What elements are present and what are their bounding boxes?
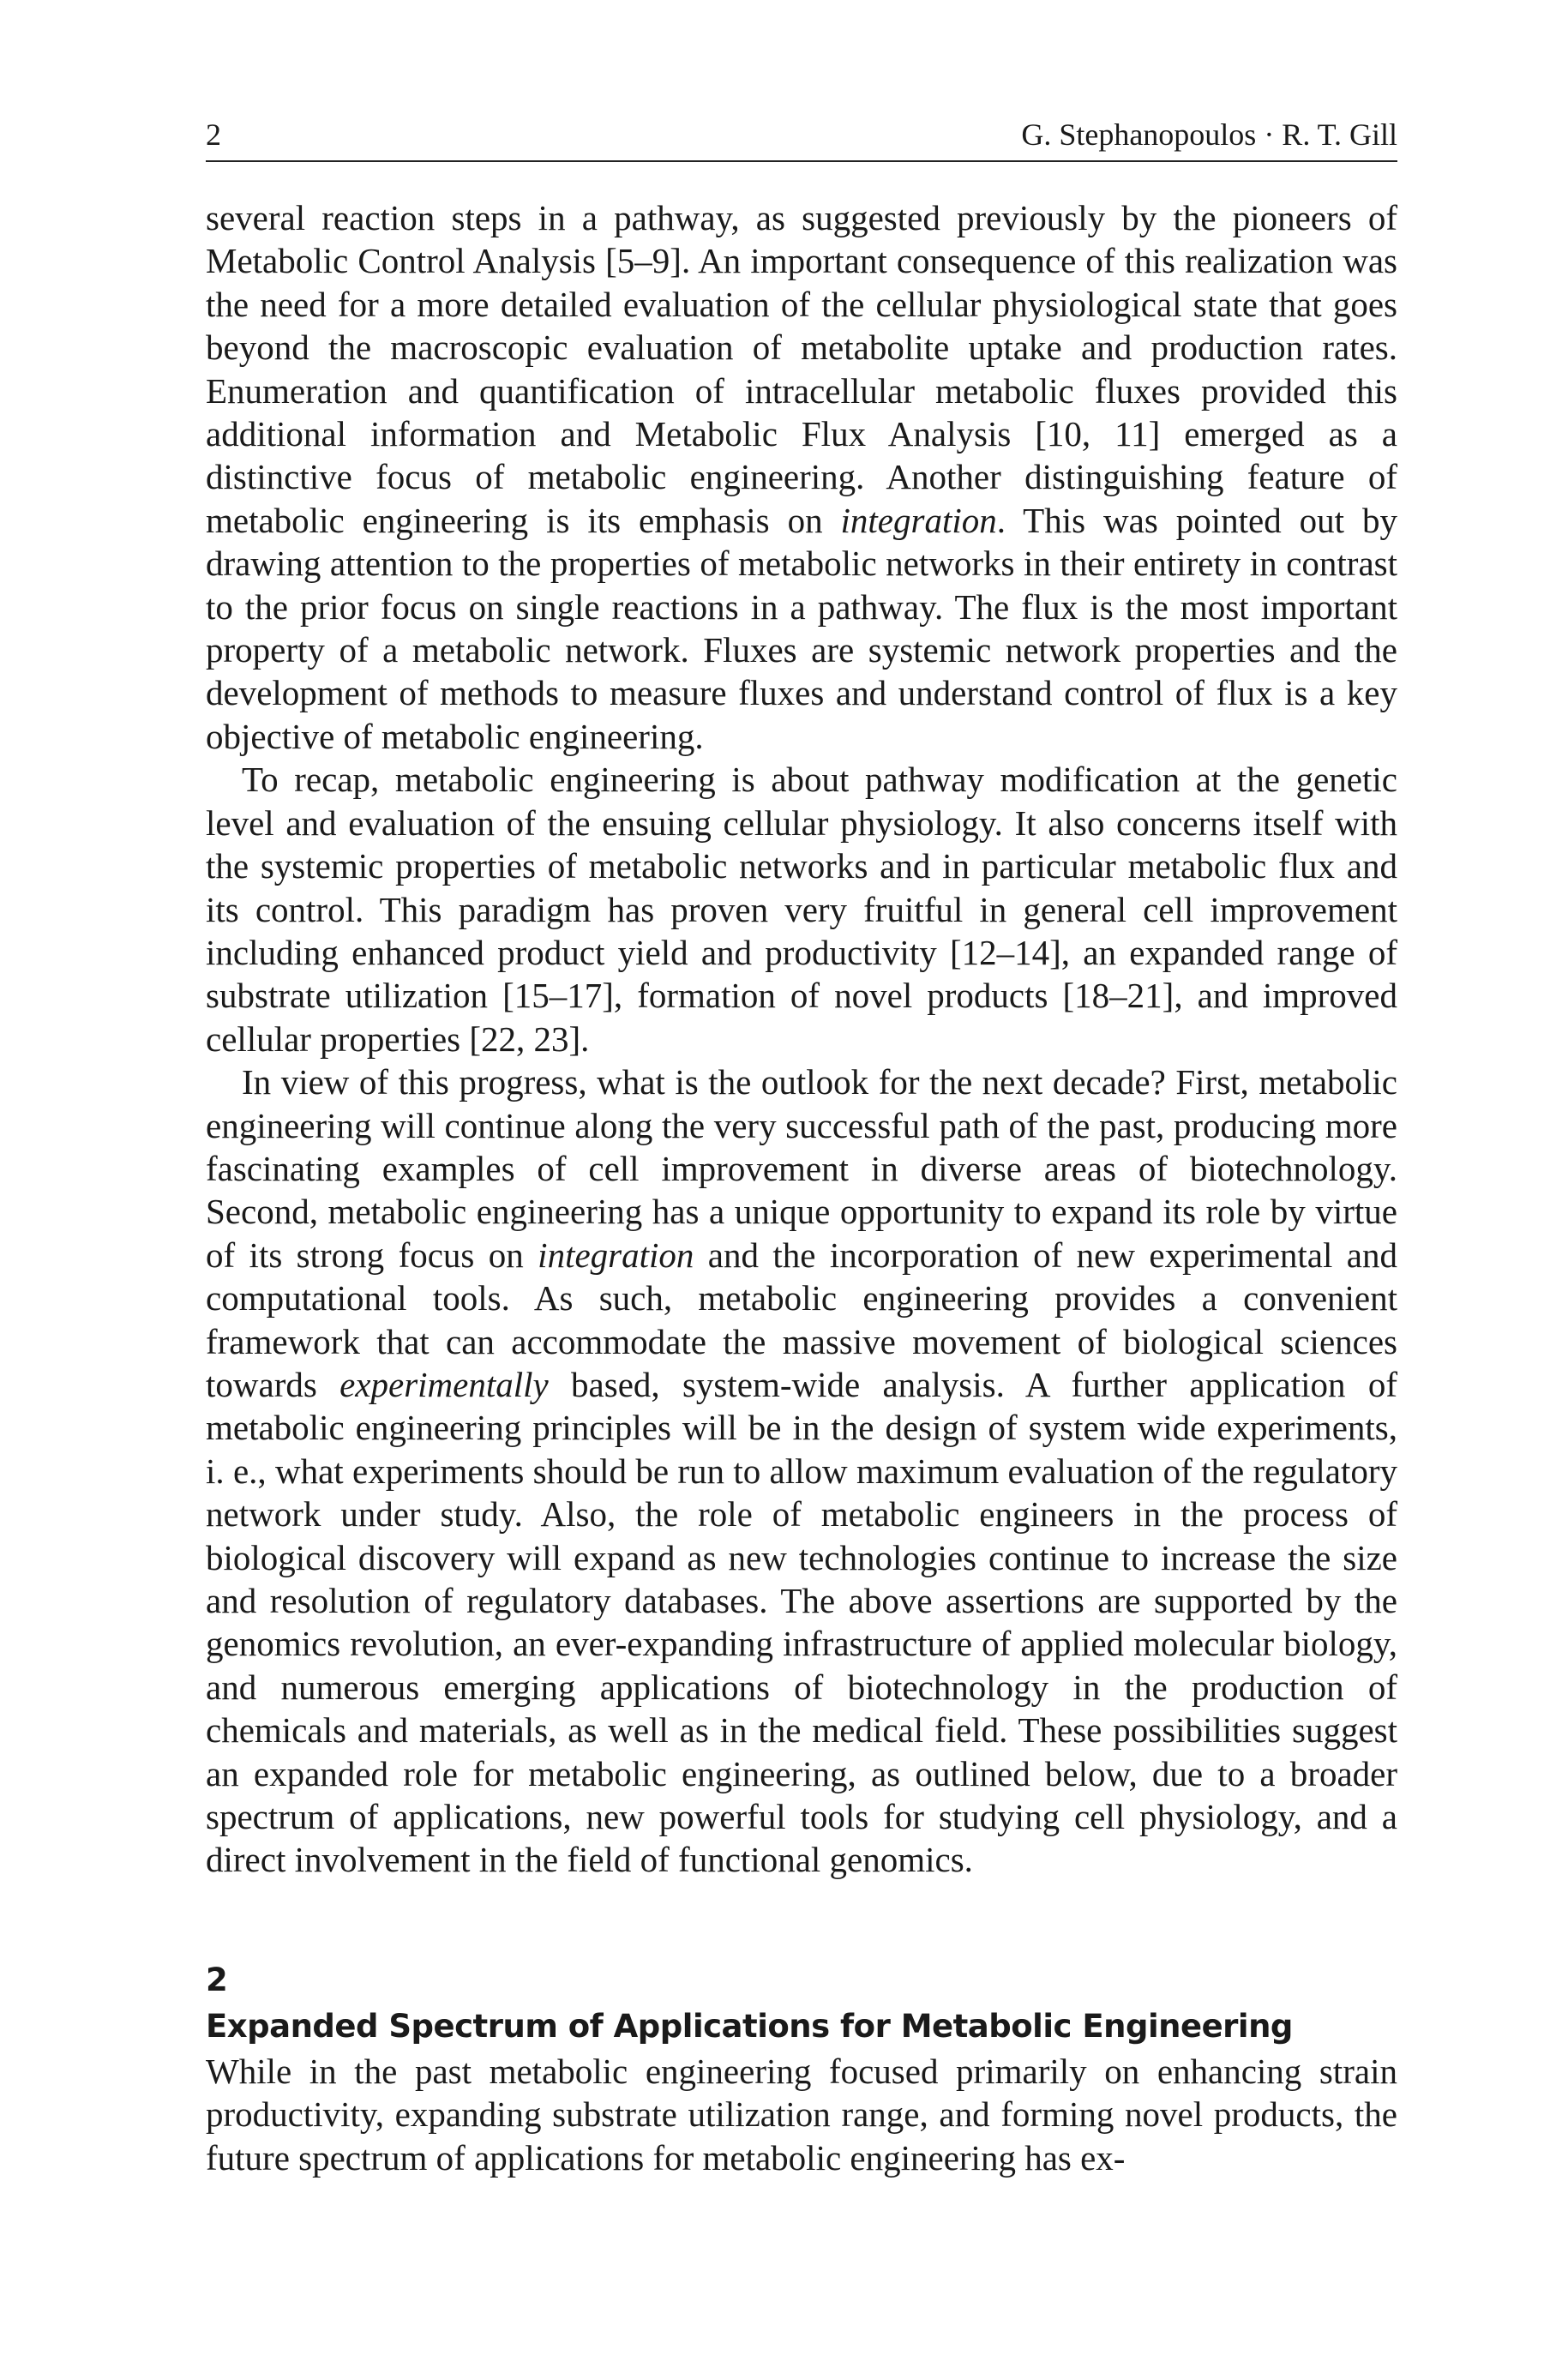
- section-number: 2: [206, 1961, 228, 1998]
- emphasis-integration: integration: [840, 500, 997, 540]
- page-number: 2: [206, 117, 221, 152]
- paragraph-2: To recap, metabolic engineering is about pathway modification at the genetic level and evaluation of the ensuing cellular physiology. It also concerns itself with the systemic properties of metabolic networks and in particular metabolic flux and its control. This paradigm has proven very fruitful in general cell improvement including enhanced product yield and productivity [12–14], an expanded range of substrate utilization [15–17], formation of novel products [18–21], and improved cellular properties [22, 23].: [206, 760, 1397, 1059]
- paragraph-1-part-1: several reaction steps in a pathway, as suggested previously by the pioneers of Metabolic Control Analysis [5–9]. An important consequence of this realization was the need for a more detailed evaluation of the cellular physiological state that goes beyond the macroscopic evaluation of metabolite uptake and production rates. Enumeration and quantification of intracellular metabolic fluxes provided this additional information and Metabolic Flux Analysis [10, 11] emerged as a distinctive focus of metabolic engineering. Another distinguishing feature of metabolic engineering is its emphasis on: [206, 198, 1397, 540]
- running-head: [206, 116, 1397, 162]
- paragraph-3-part-1: In view of this progress, what is the outlook for the next decade? First, metabolic engineering will continue along the very successful path of the past, producing more fascinating examples of cell improvement in diverse areas of biotechnology. Second, metabolic engineering has a unique opportunity to expand its role by virtue of its strong focus on: [206, 1062, 1397, 1275]
- paragraph-1: [206, 196, 1397, 758]
- section-heading: [206, 1957, 1397, 2050]
- section-title: Expanded Spectrum of Applications for Metabolic Engineering: [206, 2007, 1293, 2045]
- paragraph-3-part-3: based, system-wide analysis. A further application of metabolic engineering principles will be in the design of system wide experiments, i. e., what experiments should be run to allow maximum evaluation of the regulatory network under study. Also, the role of metabolic engineers in the process of biological discovery will expand as new technologies continue to increase the size and resolution of regulatory databases. The above assertions are supported by the genomics revolution, an ever-expanding infrastructure of applied molecular biology, and numerous emerging applications of biotechnology in the production of chemicals and materials, as well as in the medical field. These possibilities suggest an expanded role for metabolic engineering, as outlined below, due to a broader spectrum of applications, new powerful tools for studying cell physiology, and a direct involvement in the field of functional genomics.: [206, 1364, 1397, 1880]
- emphasis-experimentally: experimentally: [339, 1364, 549, 1404]
- paragraph-1-part-2: . This was pointed out by drawing attention to the properties of metabolic networks in their entirety in contrast to the prior focus on single reactions in a pathway. The flux is the most important property of a metabolic network. Fluxes are systemic network properties and the development of methods to measure fluxes and understand control of flux is a key objective of metabolic engineering.: [206, 500, 1397, 756]
- paragraph-3-part-2: and the incorporation of new experimental and computational tools. As such, metabolic engineering provides a convenient framework that can accommodate the massive movement of biological sciences towards: [206, 1235, 1397, 1404]
- author-names: G. Stephanopoulos · R. T. Gill: [1021, 117, 1397, 152]
- book-page: [206, 116, 1397, 2179]
- section-paragraph: While in the past metabolic engineering focused primarily on enhancing strain productivity, expanding substrate utilization range, and forming novel products, the future spectrum of applications for metabolic engineering has ex-: [206, 2051, 1397, 2178]
- emphasis-integration-2: integration: [538, 1235, 694, 1275]
- main-text: [206, 196, 1397, 2179]
- paragraph-3: [206, 1060, 1397, 1882]
